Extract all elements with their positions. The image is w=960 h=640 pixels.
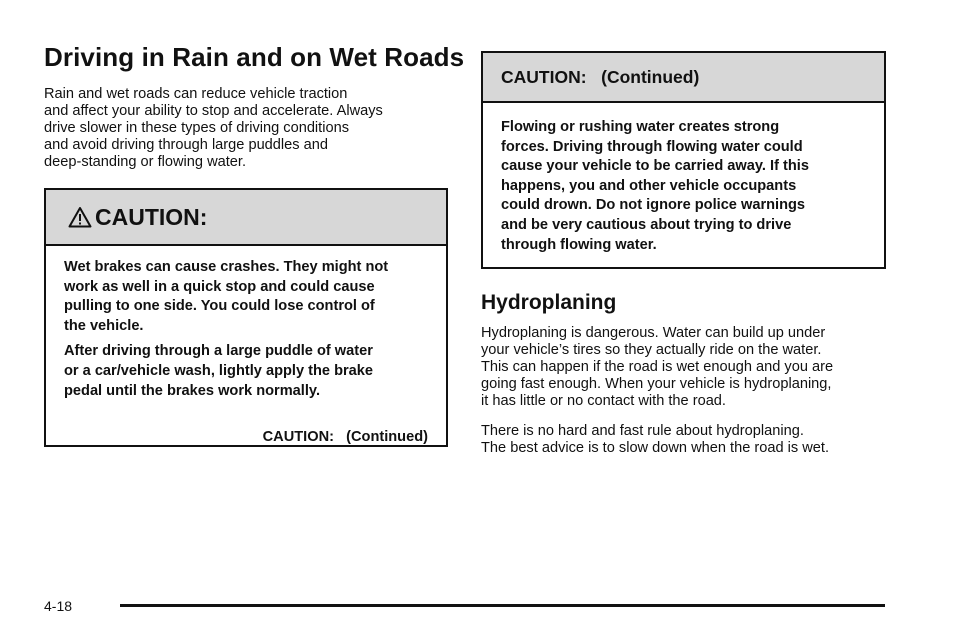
- hydroplaning-paragraph: [481, 423, 886, 457]
- text-line: and avoid driving through large puddles and: [44, 137, 328, 153]
- text-line: going fast enough. When your vehicle is hydroplaning,: [481, 376, 832, 392]
- text-line: the vehicle.: [64, 317, 144, 334]
- caution-paragraph: [501, 118, 866, 255]
- text-line: pedal until the brakes work normally.: [64, 382, 320, 399]
- text-line: This can happen if the road is wet enough and you are: [481, 359, 834, 375]
- caution-continued-heading: CAUTION: (Continued): [501, 66, 700, 87]
- text-line: There is no hard and fast rule about hydroplaning.: [481, 423, 804, 439]
- text-line: Hydroplaning is dangerous. Water can build up under: [481, 325, 826, 341]
- text-line: Wet brakes can cause crashes. They might not: [64, 259, 389, 275]
- text-line: happens, you and other vehicle occupants: [501, 177, 797, 194]
- hydroplaning-paragraph: [481, 325, 886, 410]
- section-title-driving-in-rain: Driving in Rain and on Wet Roads: [44, 42, 465, 72]
- caution-heading: CAUTION:: [95, 203, 208, 230]
- intro-paragraph: [44, 86, 448, 171]
- caution-body: [46, 246, 446, 467]
- text-line: or a car/vehicle wash, lightly apply the brake: [64, 362, 374, 379]
- text-line: through flowing water.: [501, 236, 657, 253]
- text-line: it has little or no contact with the road.: [481, 393, 726, 409]
- caution-paragraph: [64, 342, 428, 401]
- caution-continued-note: [64, 408, 428, 467]
- text-line: After driving through a large puddle of water: [64, 343, 373, 360]
- caution-box-continued: [481, 51, 886, 269]
- text-line: could drown. Do not ignore police warnings: [501, 197, 806, 214]
- footer-divider: [120, 604, 885, 607]
- text-line: and be very cautious about trying to drive: [501, 216, 792, 233]
- caution-box-wet-brakes: [44, 188, 448, 447]
- text-line: The best advice is to slow down when the road is wet.: [481, 440, 829, 456]
- text-line: work as well in a quick stop and could cause: [64, 278, 375, 295]
- page-number: 4-18: [44, 598, 73, 614]
- continued-label: CAUTION: (Continued): [262, 428, 428, 445]
- text-line: Flowing or rushing water creates strong: [501, 119, 780, 135]
- text-line: forces. Driving through flowing water could: [501, 138, 803, 155]
- text-line: and affect your ability to stop and accelerate. Always: [44, 103, 383, 119]
- section-title-hydroplaning: Hydroplaning: [481, 291, 617, 314]
- warning-triangle-icon: [68, 206, 92, 228]
- caution-continued-body: [483, 103, 884, 255]
- caution-continued-header: [483, 53, 884, 103]
- text-line: pulling to one side. You could lose control of: [64, 298, 375, 315]
- text-line: Rain and wet roads can reduce vehicle traction: [44, 86, 348, 102]
- text-line: deep-standing or flowing water.: [44, 154, 247, 170]
- caution-paragraph: [64, 258, 428, 336]
- text-line: drive slower in these types of driving conditions: [44, 120, 350, 136]
- caution-header: [46, 190, 446, 246]
- text-line: your vehicle’s tires so they actually ride on the water.: [481, 342, 822, 358]
- text-line: cause your vehicle to be carried away. If this: [501, 158, 809, 175]
